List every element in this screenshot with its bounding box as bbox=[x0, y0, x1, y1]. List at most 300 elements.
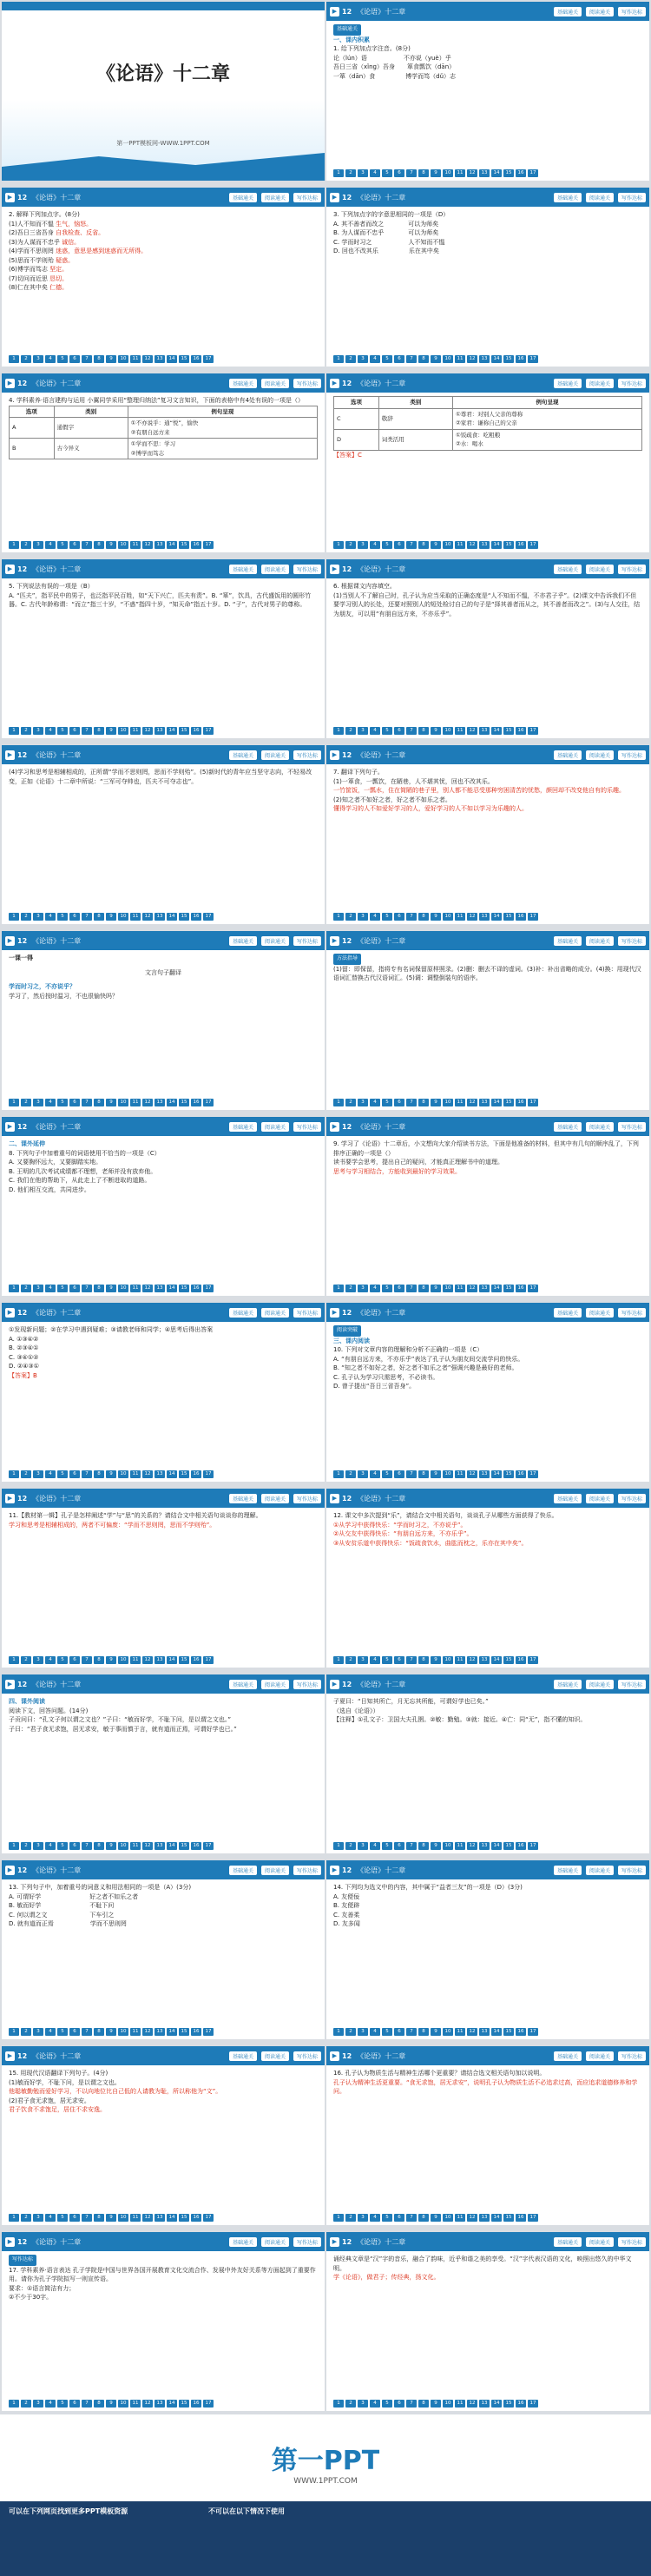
page-nav-button[interactable]: 12 bbox=[467, 1842, 477, 1850]
tab-basic[interactable]: 基础通关 bbox=[229, 1308, 257, 1318]
page-nav-button[interactable]: 16 bbox=[191, 2400, 201, 2408]
page-nav-button[interactable]: 2 bbox=[21, 727, 31, 735]
page-nav-button[interactable]: 14 bbox=[167, 727, 177, 735]
page-nav-button[interactable]: 9 bbox=[106, 2028, 116, 2036]
page-nav-button[interactable]: 10 bbox=[118, 913, 128, 921]
page-nav-button[interactable]: 15 bbox=[179, 1285, 189, 1292]
page-nav-button[interactable]: 11 bbox=[130, 541, 141, 549]
page-nav-button[interactable]: 3 bbox=[33, 1842, 43, 1850]
page-nav-button[interactable]: 5 bbox=[57, 2028, 68, 2036]
page-nav-button[interactable]: 16 bbox=[516, 2028, 526, 2036]
page-nav-button[interactable]: 8 bbox=[94, 2214, 104, 2222]
page-nav-button[interactable]: 14 bbox=[491, 727, 502, 735]
page-nav-button[interactable]: 10 bbox=[443, 169, 453, 177]
tab-writing[interactable]: 写作达标 bbox=[618, 193, 646, 202]
page-nav-button[interactable]: 14 bbox=[167, 1470, 177, 1478]
page-nav-button[interactable]: 8 bbox=[94, 913, 104, 921]
tab-reading[interactable]: 阅读通关 bbox=[261, 1122, 289, 1132]
page-nav-button[interactable]: 1 bbox=[333, 1656, 344, 1664]
slide-25[interactable] bbox=[2, 2232, 325, 2411]
page-nav-button[interactable]: 15 bbox=[179, 2028, 189, 2036]
page-nav-button[interactable]: 13 bbox=[155, 541, 165, 549]
page-nav-button[interactable]: 13 bbox=[479, 1099, 490, 1106]
page-nav-button[interactable]: 1 bbox=[9, 2214, 19, 2222]
page-nav-button[interactable]: 5 bbox=[382, 1099, 392, 1106]
page-nav-button[interactable]: 9 bbox=[106, 1842, 116, 1850]
page-nav-button[interactable]: 16 bbox=[191, 727, 201, 735]
page-nav-button[interactable]: 15 bbox=[179, 1470, 189, 1478]
tab-reading[interactable]: 阅读通关 bbox=[261, 565, 289, 574]
page-nav-button[interactable]: 13 bbox=[155, 1099, 165, 1106]
page-nav-button[interactable]: 12 bbox=[142, 1842, 153, 1850]
page-nav-button[interactable]: 9 bbox=[431, 169, 441, 177]
page-nav-button[interactable]: 17 bbox=[528, 355, 538, 363]
slide-4[interactable] bbox=[326, 188, 649, 367]
page-nav-button[interactable]: 15 bbox=[503, 1656, 514, 1664]
page-nav-button[interactable]: 6 bbox=[394, 1842, 404, 1850]
page-nav-button[interactable]: 8 bbox=[418, 2214, 429, 2222]
page-nav-button[interactable]: 16 bbox=[516, 913, 526, 921]
page-nav-button[interactable]: 4 bbox=[45, 1656, 56, 1664]
tab-reading[interactable]: 阅读通关 bbox=[586, 1680, 614, 1689]
page-nav-button[interactable]: 15 bbox=[503, 1099, 514, 1106]
page-nav-button[interactable]: 16 bbox=[516, 2214, 526, 2222]
page-nav-button[interactable]: 7 bbox=[82, 2400, 92, 2408]
tab-reading[interactable]: 阅读通关 bbox=[586, 2051, 614, 2061]
page-nav-button[interactable]: 10 bbox=[443, 355, 453, 363]
page-nav-button[interactable]: 5 bbox=[57, 1099, 68, 1106]
page-nav-button[interactable]: 5 bbox=[382, 541, 392, 549]
page-nav-button[interactable]: 12 bbox=[142, 2400, 153, 2408]
page-nav-button[interactable]: 4 bbox=[45, 1099, 56, 1106]
page-nav-button[interactable]: 15 bbox=[503, 913, 514, 921]
page-nav-button[interactable]: 17 bbox=[203, 541, 214, 549]
page-nav-button[interactable]: 5 bbox=[57, 541, 68, 549]
page-nav-button[interactable]: 2 bbox=[345, 1842, 356, 1850]
page-nav-button[interactable]: 8 bbox=[94, 1842, 104, 1850]
page-nav-button[interactable]: 10 bbox=[118, 1099, 128, 1106]
page-nav-button[interactable]: 14 bbox=[491, 169, 502, 177]
page-nav-button[interactable]: 6 bbox=[394, 1099, 404, 1106]
page-nav-button[interactable]: 7 bbox=[82, 1470, 92, 1478]
page-nav-button[interactable]: 11 bbox=[130, 1470, 141, 1478]
slide-9[interactable] bbox=[2, 745, 325, 924]
tab-reading[interactable]: 阅读通关 bbox=[261, 193, 289, 202]
page-nav-button[interactable]: 2 bbox=[345, 1470, 356, 1478]
page-nav-button[interactable]: 11 bbox=[455, 2028, 465, 2036]
page-nav-button[interactable]: 15 bbox=[503, 727, 514, 735]
page-nav-button[interactable]: 13 bbox=[155, 1842, 165, 1850]
page-nav-button[interactable]: 15 bbox=[503, 355, 514, 363]
page-nav-button[interactable]: 10 bbox=[118, 355, 128, 363]
page-nav-button[interactable]: 7 bbox=[406, 2028, 417, 2036]
page-nav-button[interactable]: 8 bbox=[418, 541, 429, 549]
page-nav-button[interactable]: 4 bbox=[370, 2400, 380, 2408]
page-nav-button[interactable]: 15 bbox=[179, 727, 189, 735]
page-nav-button[interactable]: 3 bbox=[33, 913, 43, 921]
page-nav-button[interactable]: 13 bbox=[155, 2214, 165, 2222]
tab-basic[interactable]: 基础通关 bbox=[554, 1494, 582, 1503]
page-nav-button[interactable]: 4 bbox=[45, 355, 56, 363]
tab-reading[interactable]: 阅读通关 bbox=[586, 1122, 614, 1132]
tab-writing[interactable]: 写作达标 bbox=[293, 1866, 321, 1875]
page-nav-button[interactable]: 17 bbox=[528, 913, 538, 921]
page-nav-button[interactable]: 9 bbox=[431, 1656, 441, 1664]
tab-reading[interactable]: 阅读通关 bbox=[586, 379, 614, 388]
page-nav-button[interactable]: 14 bbox=[167, 2028, 177, 2036]
tab-reading[interactable]: 阅读通关 bbox=[586, 750, 614, 760]
page-nav-button[interactable]: 12 bbox=[467, 913, 477, 921]
page-nav-button[interactable]: 17 bbox=[528, 1099, 538, 1106]
tab-writing[interactable]: 写作达标 bbox=[293, 565, 321, 574]
page-nav-button[interactable]: 1 bbox=[333, 1099, 344, 1106]
page-nav-button[interactable]: 13 bbox=[155, 355, 165, 363]
page-nav-button[interactable]: 17 bbox=[203, 1656, 214, 1664]
page-nav-button[interactable]: 5 bbox=[382, 727, 392, 735]
page-nav-button[interactable]: 7 bbox=[406, 2214, 417, 2222]
slide-10[interactable] bbox=[326, 745, 649, 924]
page-nav-button[interactable]: 17 bbox=[528, 2028, 538, 2036]
page-nav-button[interactable]: 12 bbox=[142, 727, 153, 735]
page-nav-button[interactable]: 5 bbox=[382, 1285, 392, 1292]
page-nav-button[interactable]: 10 bbox=[118, 1656, 128, 1664]
tab-writing[interactable]: 写作达标 bbox=[618, 1122, 646, 1132]
page-nav-button[interactable]: 12 bbox=[467, 727, 477, 735]
page-nav-button[interactable]: 4 bbox=[45, 541, 56, 549]
page-nav-button[interactable]: 6 bbox=[394, 355, 404, 363]
page-nav-button[interactable]: 17 bbox=[203, 2400, 214, 2408]
page-nav-button[interactable]: 6 bbox=[394, 913, 404, 921]
page-nav-button[interactable]: 4 bbox=[370, 2028, 380, 2036]
page-nav-button[interactable]: 1 bbox=[333, 355, 344, 363]
page-nav-button[interactable]: 8 bbox=[418, 355, 429, 363]
page-nav-button[interactable]: 14 bbox=[167, 1285, 177, 1292]
page-nav-button[interactable]: 14 bbox=[167, 541, 177, 549]
tab-reading[interactable]: 阅读通关 bbox=[261, 1494, 289, 1503]
page-nav-button[interactable]: 3 bbox=[33, 2028, 43, 2036]
page-nav-button[interactable]: 8 bbox=[418, 1842, 429, 1850]
page-nav-button[interactable]: 16 bbox=[191, 1470, 201, 1478]
page-nav-button[interactable]: 3 bbox=[33, 2214, 43, 2222]
page-nav-button[interactable]: 11 bbox=[455, 541, 465, 549]
page-nav-button[interactable]: 14 bbox=[491, 355, 502, 363]
page-nav-button[interactable]: 10 bbox=[118, 1842, 128, 1850]
slide-24[interactable] bbox=[326, 2046, 649, 2225]
page-nav-button[interactable]: 7 bbox=[82, 913, 92, 921]
page-nav-button[interactable]: 7 bbox=[406, 1470, 417, 1478]
page-nav-button[interactable]: 11 bbox=[130, 1842, 141, 1850]
page-nav-button[interactable]: 1 bbox=[333, 541, 344, 549]
slide-5[interactable] bbox=[2, 373, 325, 552]
slide-20[interactable] bbox=[326, 1674, 649, 1853]
page-nav-button[interactable]: 6 bbox=[394, 169, 404, 177]
tab-writing[interactable]: 写作达标 bbox=[618, 7, 646, 17]
page-nav-button[interactable]: 2 bbox=[345, 541, 356, 549]
page-nav-button[interactable]: 9 bbox=[431, 2028, 441, 2036]
page-nav-button[interactable]: 12 bbox=[467, 1099, 477, 1106]
page-nav-button[interactable]: 17 bbox=[528, 1656, 538, 1664]
page-nav-button[interactable]: 14 bbox=[167, 913, 177, 921]
page-nav-button[interactable]: 10 bbox=[443, 541, 453, 549]
slide-26[interactable] bbox=[326, 2232, 649, 2411]
page-nav-button[interactable]: 4 bbox=[370, 1285, 380, 1292]
slide-14[interactable] bbox=[326, 1117, 649, 1296]
tab-basic[interactable]: 基础通关 bbox=[554, 2051, 582, 2061]
page-nav-button[interactable]: 17 bbox=[203, 727, 214, 735]
brand-url[interactable]: WWW.1PPT.COM bbox=[293, 2477, 358, 2486]
page-nav-button[interactable]: 7 bbox=[406, 355, 417, 363]
tab-basic[interactable]: 基础通关 bbox=[229, 2237, 257, 2247]
page-nav-button[interactable]: 2 bbox=[21, 541, 31, 549]
tab-writing[interactable]: 写作达标 bbox=[293, 1494, 321, 1503]
page-nav-button[interactable]: 14 bbox=[491, 2028, 502, 2036]
page-nav-button[interactable]: 3 bbox=[358, 1099, 368, 1106]
page-nav-button[interactable]: 10 bbox=[443, 913, 453, 921]
page-nav-button[interactable]: 1 bbox=[9, 541, 19, 549]
page-nav-button[interactable]: 8 bbox=[418, 1099, 429, 1106]
page-nav-button[interactable]: 11 bbox=[130, 727, 141, 735]
page-nav-button[interactable]: 4 bbox=[45, 2028, 56, 2036]
page-nav-button[interactable]: 3 bbox=[358, 2400, 368, 2408]
tab-basic[interactable]: 基础通关 bbox=[554, 2237, 582, 2247]
page-nav-button[interactable]: 6 bbox=[394, 2028, 404, 2036]
page-nav-button[interactable]: 6 bbox=[394, 1656, 404, 1664]
tab-writing[interactable]: 写作达标 bbox=[293, 1680, 321, 1689]
page-nav-button[interactable]: 5 bbox=[57, 1285, 68, 1292]
page-nav-button[interactable]: 3 bbox=[33, 1285, 43, 1292]
page-nav-button[interactable]: 8 bbox=[94, 541, 104, 549]
page-nav-button[interactable]: 13 bbox=[155, 1285, 165, 1292]
page-nav-button[interactable]: 7 bbox=[406, 2400, 417, 2408]
page-nav-button[interactable]: 13 bbox=[479, 1842, 490, 1850]
page-nav-button[interactable]: 15 bbox=[179, 1842, 189, 1850]
tab-basic[interactable]: 基础通关 bbox=[229, 936, 257, 946]
page-nav-button[interactable]: 13 bbox=[155, 2028, 165, 2036]
page-nav-button[interactable]: 12 bbox=[467, 541, 477, 549]
page-nav-button[interactable]: 17 bbox=[203, 1099, 214, 1106]
slide-21[interactable] bbox=[2, 1860, 325, 2039]
page-nav-button[interactable]: 12 bbox=[142, 1099, 153, 1106]
page-nav-button[interactable]: 16 bbox=[516, 2400, 526, 2408]
page-nav-button[interactable]: 1 bbox=[9, 355, 19, 363]
page-nav-button[interactable]: 10 bbox=[118, 541, 128, 549]
tab-basic[interactable]: 基础通关 bbox=[229, 1494, 257, 1503]
tab-reading[interactable]: 阅读通关 bbox=[586, 565, 614, 574]
page-nav-button[interactable]: 8 bbox=[94, 355, 104, 363]
page-nav-button[interactable]: 4 bbox=[45, 727, 56, 735]
page-nav-button[interactable]: 17 bbox=[528, 2214, 538, 2222]
page-nav-button[interactable]: 11 bbox=[455, 913, 465, 921]
tab-basic[interactable]: 基础通关 bbox=[229, 193, 257, 202]
page-nav-button[interactable]: 1 bbox=[333, 1285, 344, 1292]
page-nav-button[interactable]: 1 bbox=[333, 2214, 344, 2222]
page-nav-button[interactable]: 5 bbox=[57, 1470, 68, 1478]
page-nav-button[interactable]: 13 bbox=[479, 1285, 490, 1292]
tab-reading[interactable]: 阅读通关 bbox=[261, 379, 289, 388]
page-nav-button[interactable]: 9 bbox=[106, 727, 116, 735]
page-nav-button[interactable]: 11 bbox=[455, 2400, 465, 2408]
page-nav-button[interactable]: 5 bbox=[382, 1470, 392, 1478]
page-nav-button[interactable]: 16 bbox=[516, 727, 526, 735]
page-nav-button[interactable]: 15 bbox=[503, 169, 514, 177]
page-nav-button[interactable]: 17 bbox=[528, 727, 538, 735]
page-nav-button[interactable]: 5 bbox=[382, 913, 392, 921]
page-nav-button[interactable]: 6 bbox=[69, 2028, 80, 2036]
slide-2[interactable] bbox=[326, 2, 649, 181]
page-nav-button[interactable]: 10 bbox=[443, 1099, 453, 1106]
page-nav-button[interactable]: 4 bbox=[370, 727, 380, 735]
page-nav-button[interactable]: 4 bbox=[45, 1842, 56, 1850]
page-nav-button[interactable]: 10 bbox=[443, 1656, 453, 1664]
page-nav-button[interactable]: 11 bbox=[130, 1285, 141, 1292]
page-nav-button[interactable]: 9 bbox=[431, 1842, 441, 1850]
page-nav-button[interactable]: 9 bbox=[106, 1285, 116, 1292]
page-nav-button[interactable]: 1 bbox=[333, 169, 344, 177]
slide-11[interactable] bbox=[2, 931, 325, 1110]
page-nav-button[interactable]: 4 bbox=[370, 169, 380, 177]
page-nav-button[interactable]: 15 bbox=[503, 2400, 514, 2408]
page-nav-button[interactable]: 14 bbox=[167, 1099, 177, 1106]
page-nav-button[interactable]: 1 bbox=[9, 1842, 19, 1850]
page-nav-button[interactable]: 12 bbox=[142, 913, 153, 921]
page-nav-button[interactable]: 10 bbox=[443, 2028, 453, 2036]
page-nav-button[interactable]: 16 bbox=[191, 355, 201, 363]
page-nav-button[interactable]: 8 bbox=[418, 1656, 429, 1664]
page-nav-button[interactable]: 2 bbox=[345, 1285, 356, 1292]
slide-22[interactable] bbox=[326, 1860, 649, 2039]
page-nav-button[interactable]: 10 bbox=[118, 2028, 128, 2036]
page-nav-button[interactable]: 6 bbox=[69, 913, 80, 921]
page-nav-button[interactable]: 5 bbox=[57, 2214, 68, 2222]
page-nav-button[interactable]: 16 bbox=[191, 1099, 201, 1106]
page-nav-button[interactable]: 12 bbox=[142, 1285, 153, 1292]
page-nav-button[interactable]: 8 bbox=[94, 1470, 104, 1478]
page-nav-button[interactable]: 14 bbox=[167, 355, 177, 363]
slide-cover[interactable] bbox=[2, 2, 325, 181]
page-nav-button[interactable]: 7 bbox=[82, 541, 92, 549]
page-nav-button[interactable]: 12 bbox=[142, 2214, 153, 2222]
page-nav-button[interactable]: 7 bbox=[82, 727, 92, 735]
page-nav-button[interactable]: 15 bbox=[179, 2214, 189, 2222]
page-nav-button[interactable]: 6 bbox=[394, 727, 404, 735]
tab-writing[interactable]: 写作达标 bbox=[293, 2051, 321, 2061]
tab-reading[interactable]: 阅读通关 bbox=[261, 750, 289, 760]
page-nav-button[interactable]: 15 bbox=[179, 541, 189, 549]
page-nav-button[interactable]: 17 bbox=[528, 169, 538, 177]
page-nav-button[interactable]: 1 bbox=[9, 1470, 19, 1478]
page-nav-button[interactable]: 5 bbox=[57, 1842, 68, 1850]
page-nav-button[interactable]: 9 bbox=[431, 1285, 441, 1292]
page-nav-button[interactable]: 9 bbox=[431, 727, 441, 735]
page-nav-button[interactable]: 3 bbox=[33, 1099, 43, 1106]
page-nav-button[interactable]: 7 bbox=[82, 1842, 92, 1850]
tab-basic[interactable]: 基础通关 bbox=[554, 379, 582, 388]
page-nav-button[interactable]: 8 bbox=[418, 2400, 429, 2408]
page-nav-button[interactable]: 11 bbox=[130, 2028, 141, 2036]
page-nav-button[interactable]: 11 bbox=[130, 2214, 141, 2222]
page-nav-button[interactable]: 8 bbox=[418, 1285, 429, 1292]
tab-writing[interactable]: 写作达标 bbox=[293, 1122, 321, 1132]
page-nav-button[interactable]: 5 bbox=[57, 913, 68, 921]
page-nav-button[interactable]: 13 bbox=[155, 2400, 165, 2408]
page-nav-button[interactable]: 11 bbox=[455, 1285, 465, 1292]
page-nav-button[interactable]: 15 bbox=[503, 1285, 514, 1292]
page-nav-button[interactable]: 10 bbox=[443, 1842, 453, 1850]
page-nav-button[interactable]: 2 bbox=[345, 1656, 356, 1664]
page-nav-button[interactable]: 6 bbox=[394, 2214, 404, 2222]
page-nav-button[interactable]: 10 bbox=[443, 1285, 453, 1292]
page-nav-button[interactable]: 10 bbox=[443, 727, 453, 735]
tab-writing[interactable]: 写作达标 bbox=[618, 936, 646, 946]
page-nav-button[interactable]: 12 bbox=[142, 355, 153, 363]
page-nav-button[interactable]: 3 bbox=[358, 355, 368, 363]
page-nav-button[interactable]: 5 bbox=[57, 1656, 68, 1664]
slide-13[interactable] bbox=[2, 1117, 325, 1296]
tab-reading[interactable]: 阅读通关 bbox=[261, 936, 289, 946]
page-nav-button[interactable]: 9 bbox=[106, 355, 116, 363]
page-nav-button[interactable]: 1 bbox=[9, 913, 19, 921]
page-nav-button[interactable]: 4 bbox=[370, 355, 380, 363]
page-nav-button[interactable]: 13 bbox=[479, 2028, 490, 2036]
page-nav-button[interactable]: 14 bbox=[491, 1656, 502, 1664]
tab-reading[interactable]: 阅读通关 bbox=[586, 1308, 614, 1318]
page-nav-button[interactable]: 9 bbox=[106, 1099, 116, 1106]
page-nav-button[interactable]: 16 bbox=[516, 1285, 526, 1292]
slide-12[interactable] bbox=[326, 931, 649, 1110]
page-nav-button[interactable]: 7 bbox=[82, 355, 92, 363]
page-nav-button[interactable]: 6 bbox=[69, 355, 80, 363]
page-nav-button[interactable]: 15 bbox=[503, 1842, 514, 1850]
page-nav-button[interactable]: 2 bbox=[21, 1656, 31, 1664]
page-nav-button[interactable]: 8 bbox=[418, 169, 429, 177]
page-nav-button[interactable]: 9 bbox=[431, 2400, 441, 2408]
page-nav-button[interactable]: 10 bbox=[443, 2214, 453, 2222]
page-nav-button[interactable]: 2 bbox=[21, 1470, 31, 1478]
page-nav-button[interactable]: 17 bbox=[203, 355, 214, 363]
tab-basic[interactable]: 基础通关 bbox=[554, 1122, 582, 1132]
page-nav-button[interactable]: 9 bbox=[431, 1099, 441, 1106]
page-nav-button[interactable]: 7 bbox=[406, 913, 417, 921]
page-nav-button[interactable]: 4 bbox=[370, 1470, 380, 1478]
page-nav-button[interactable]: 5 bbox=[382, 1656, 392, 1664]
page-nav-button[interactable]: 4 bbox=[370, 913, 380, 921]
page-nav-button[interactable]: 14 bbox=[491, 2214, 502, 2222]
slide-7[interactable] bbox=[2, 559, 325, 738]
page-nav-button[interactable]: 13 bbox=[155, 1470, 165, 1478]
page-nav-button[interactable]: 16 bbox=[191, 1842, 201, 1850]
page-nav-button[interactable]: 6 bbox=[69, 1285, 80, 1292]
page-nav-button[interactable]: 11 bbox=[130, 1099, 141, 1106]
tab-basic[interactable]: 基础通关 bbox=[229, 750, 257, 760]
page-nav-button[interactable]: 2 bbox=[21, 2214, 31, 2222]
page-nav-button[interactable]: 16 bbox=[516, 1656, 526, 1664]
slide-23[interactable] bbox=[2, 2046, 325, 2225]
page-nav-button[interactable]: 15 bbox=[503, 541, 514, 549]
tab-reading[interactable]: 阅读通关 bbox=[261, 1680, 289, 1689]
page-nav-button[interactable]: 6 bbox=[69, 2400, 80, 2408]
page-nav-button[interactable]: 5 bbox=[382, 169, 392, 177]
page-nav-button[interactable]: 2 bbox=[21, 2400, 31, 2408]
page-nav-button[interactable]: 16 bbox=[191, 541, 201, 549]
page-nav-button[interactable]: 7 bbox=[406, 169, 417, 177]
page-nav-button[interactable]: 17 bbox=[528, 1842, 538, 1850]
page-nav-button[interactable]: 1 bbox=[9, 727, 19, 735]
page-nav-button[interactable]: 11 bbox=[455, 1470, 465, 1478]
page-nav-button[interactable]: 13 bbox=[479, 2214, 490, 2222]
page-nav-button[interactable]: 3 bbox=[358, 727, 368, 735]
page-nav-button[interactable]: 7 bbox=[82, 2214, 92, 2222]
page-nav-button[interactable]: 13 bbox=[155, 913, 165, 921]
